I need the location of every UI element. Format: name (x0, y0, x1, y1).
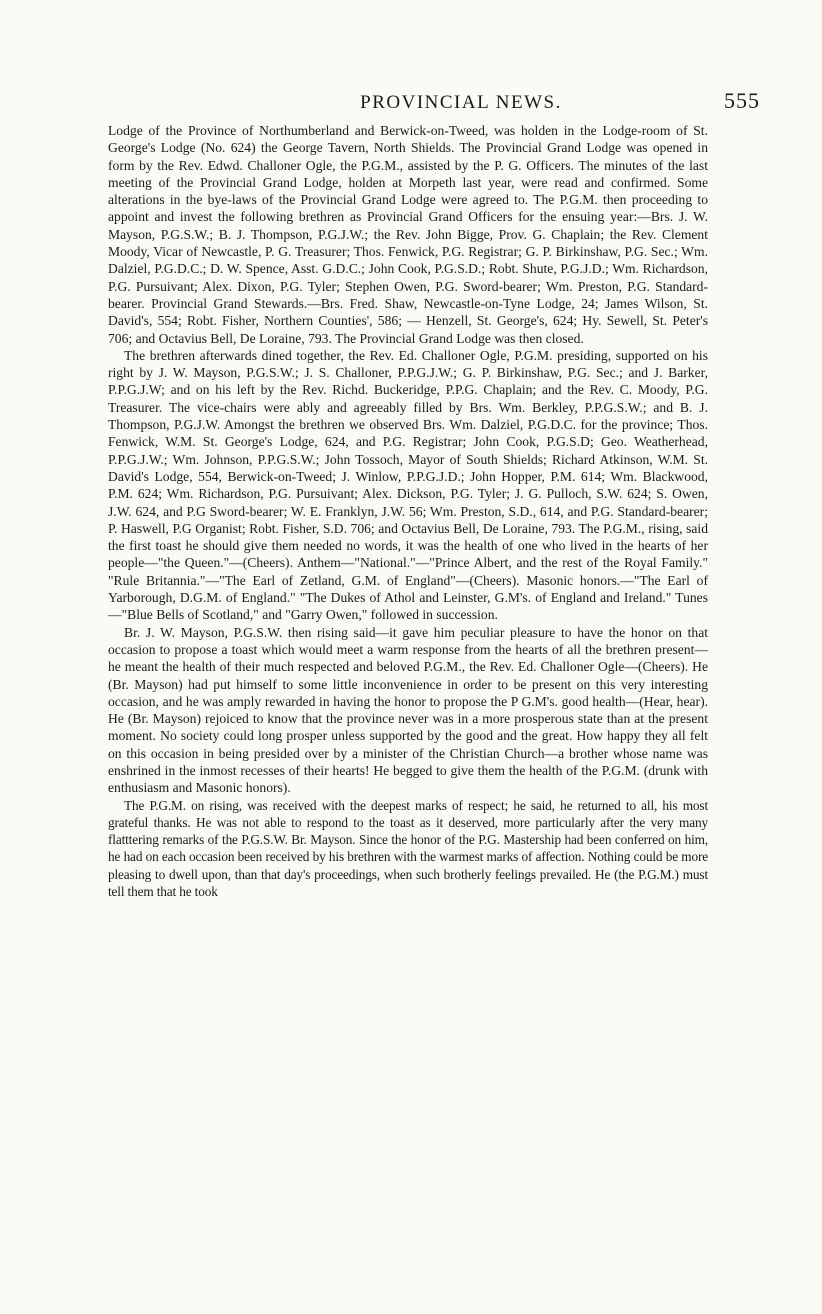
paragraph-pgm-reply: The P.G.M. on rising, was received with the deepest marks of respect; he said, he returned to all, his most grateful thanks. He was not able to respond to the toast as it deserved, more particularly after the very many flatttering remarks of the P.G.S.W. Br. Mayson. Since the honor of the P.G. Mastership had been conferred on him, he had on each occasion been received by his brethren with the warmest marks of affection. Nothing could be more pleasing to dwell upon, than that day's proceedings, when such brotherly feelings prevailed. He (the P.G.M.) must tell them that he took (108, 797, 708, 900)
paragraph-dinner: The brethren afterwards dined together, the Rev. Ed. Challoner Ogle, P.G.M. presiding, supported on his right by J. W. Mayson, P.G.S.W.; J. S. Challoner, P.P.G.J.W.; G. P. Birkinshaw, P.G. Sec.; and J. Barker, P.P.G.J.W; and on his left by the Rev. Richd. Buckeridge, P.P.G. Chaplain; and the Rev. C. Moody, P.G. Treasurer. The vice-chairs were ably and agreeably filled by Brs. Wm. Berkley, P.P.G.S.W.; and B. J. Thompson, P.G.J.W. Amongst the brethren we observed Brs. Wm. Dalziel, P.G.D.C. for the province; Thos. Fenwick, W.M. St. George's Lodge, 624, and P.G. Registrar; John Cook, P.G.S.D; Geo. Weatherhead, P.P.G.J.W.; Wm. Johnson, P.P.G.S.W.; John Tossoch, Mayor of South Shields; Richard Atkinson, W.M. St. David's Lodge, 554, Berwick-on-Tweed; J. Winlow, P.P.G.J.D.; John Hopper, P.M. 614; Wm. Blackwood, P.M. 624; Wm. Richardson, P.G. Pursuivant; Alex. Dickson, P.G. Tyler; J. G. Pulloch, S.W. 624; S. Owen, J.W. 624, and P.G Sword-bearer; W. E. Franklyn, J.W. 56; Wm. Preston, S.D., 614, and P.G. Standard-bearer; P. Haswell, P.G Organist; Robt. Fisher, S.D. 706; and Octavius Bell, De Loraine, 793. The P.G.M., rising, said the first toast he should give them needed no words, it was the health of one who lived in the hearts of her people—"the Queen."—(Cheers). Anthem—"National."—"Prince Albert, and the rest of the Royal Family." "Rule Britannia."—"The Earl of Zetland, G.M. of England"—(Cheers). Masonic honors.—"The Earl of Yarborough, D.G.M. of England." "The Dukes of Athol and Leinster, G.M's. of England and Ireland." Tunes—"Blue Bells of Scotland," and "Garry Owen," followed in succession. (108, 347, 708, 623)
article-body (108, 122, 708, 900)
running-head (108, 76, 774, 116)
paragraph-mayson-toast: Br. J. W. Mayson, P.G.S.W. then rising said—it gave him peculiar pleasure to have the honor on that occasion to propose a toast which would meet a warm response from the hearts of all the brethren present—he meant the health of their much respected and beloved P.G.M., the Rev. Ed. Challoner Ogle—(Cheers). He (Br. Mayson) had put himself to some little inconvenience in order to be present on this very interesting occasion, and he was amply rewarded in having the honor to propose the P G.M's. good health—(Hear, hear). He (Br. Mayson) rejoiced to know that the province never was in a more prosperous state than at the present moment. No society could long prosper unless supported by the good and the great. How happy they all felt on this occasion in being presided over by a minister of the Christian Church—a brother whose name was enshrined in the inmost recesses of their hearts! He begged to give them the health of the P.G.M. (drunk with enthusiasm and Masonic honors). (108, 624, 708, 796)
page-number: 555 (724, 88, 760, 113)
running-title: PROVINCIAL NEWS. (360, 92, 562, 113)
paragraph-provincial-grand-lodge: Lodge of the Province of Northumberland and Berwick-on-Tweed, was holden in the Lodge-room of St. George's Lodge (No. 624) the George Tavern, North Shields. The Provincial Grand Lodge was opened in form by the Rev. Edwd. Challoner Ogle, the P.G.M., assisted by the P. G. Officers. The minutes of the last meeting of the Provincial Grand Lodge, holden at Morpeth last year, were read and confirmed. Some alterations in the bye-laws of the Provincial Grand Lodge were agreed to. The P.G.M. then proceeding to appoint and invest the following brethren as Provincial Grand Officers for the ensuing year:—Brs. J. W. Mayson, P.G.S.W.; B. J. Thompson, P.G.J.W.; the Rev. John Bigge, Prov. G. Chaplain; the Rev. Clement Moody, Vicar of Newcastle, P. G. Treasurer; Thos. Fenwick, P.G. Registrar; G. P. Birkinshaw, P.G. Sec.; Wm. Dalziel, P.G.D.C.; D. W. Spence, Asst. G.D.C.; John Cook, P.G.S.D.; Robt. Shute, P.G.J.D.; Wm. Richardson, P.G. Pursuivant; Alex. Dixon, P.G. Tyler; Stephen Owen, P.G. Sword-bearer; Wm. Preston, P.G. Standard-bearer. Provincial Grand Stewards.—Brs. Fred. Shaw, Newcastle-on-Tyne Lodge, 24; James Wilson, St. David's, 554; Robt. Fisher, Northern Counties', 586; — Henzell, St. George's, 624; Hy. Sewell, St. Peter's 706; and Octavius Bell, De Loraine, 793. The Provincial Grand Lodge was then closed. (108, 123, 708, 346)
